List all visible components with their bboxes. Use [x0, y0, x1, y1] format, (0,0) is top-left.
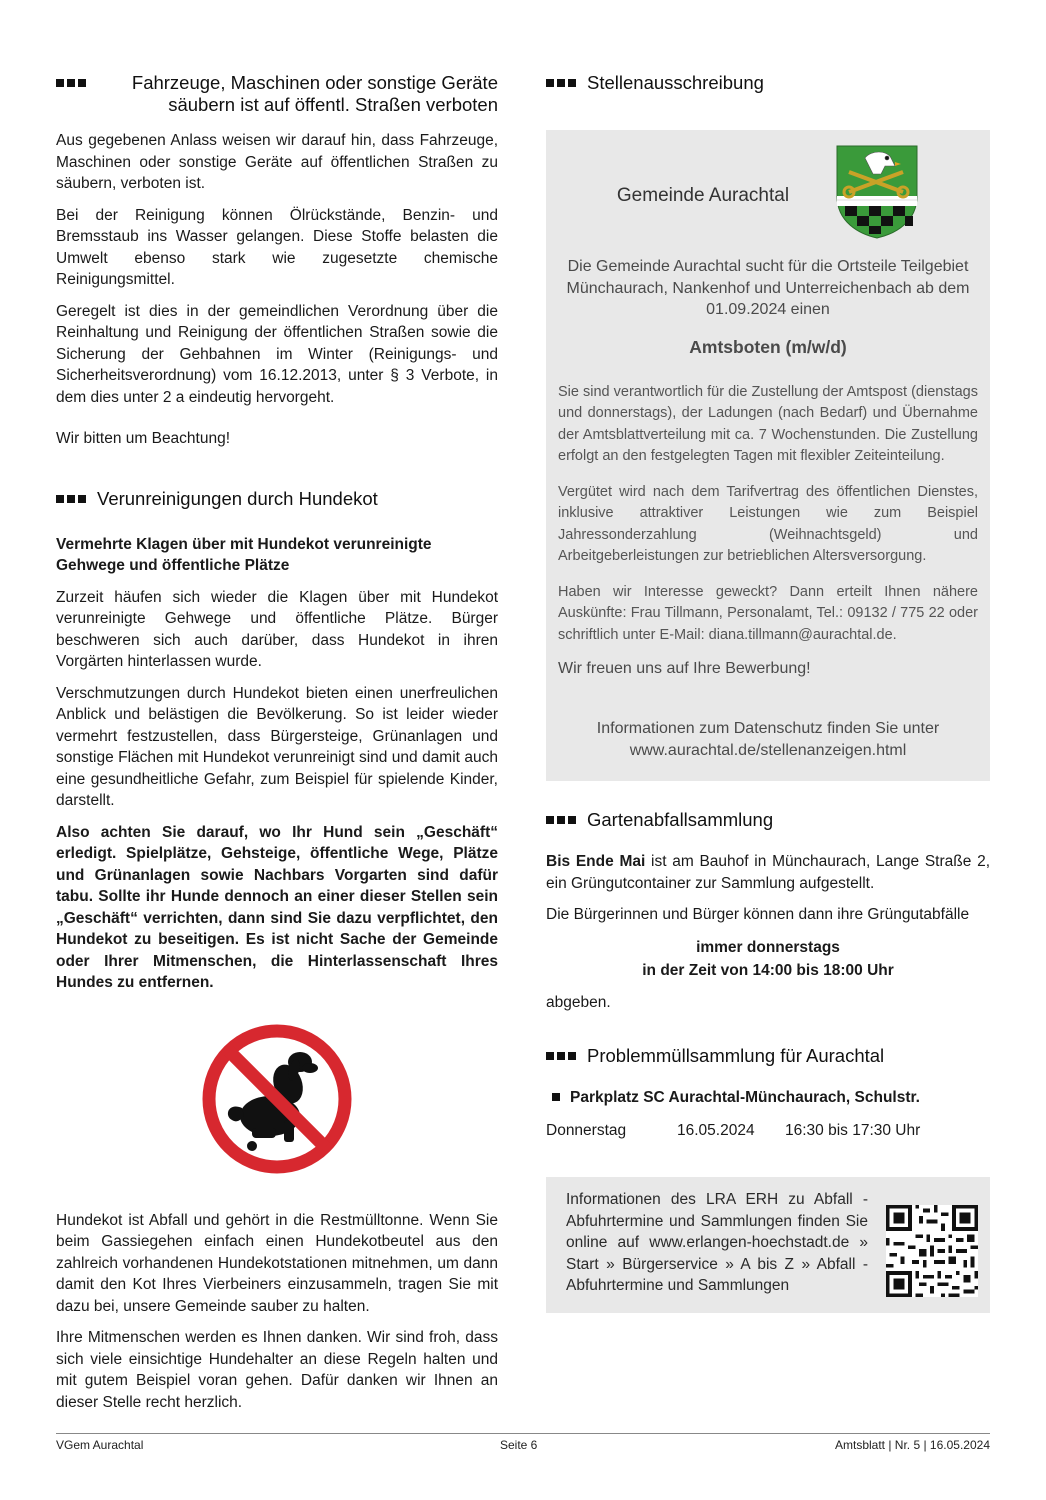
job-paragraph: Vergütet wird nach dem Tarifvertrag des öffentlichen Dienstes, inklusive attraktiver Leistungen wie zum Beispiel Jahressonderzahlung (Weihnachtsgeld) und Arbeitgeberleistungen zur betrieblichen Altersversorgung.	[558, 483, 978, 564]
section-heading	[56, 72, 498, 116]
right-column	[546, 72, 990, 1313]
heading-squares-icon	[546, 79, 576, 87]
qr-code-icon	[886, 1205, 978, 1297]
paragraph: Aus gegebenen Anlass weisen wir darauf hin, dass Fahrzeuge, Maschinen oder sonstige Geräte auf öffentlichen Straßen zu säubern, verboten ist.	[56, 132, 498, 192]
location-text: Parkplatz SC Aurachtal-Münchaurach, Schulstr.	[570, 1089, 920, 1106]
heading-text: Problemmüllsammlung für Aurachtal	[587, 1045, 885, 1066]
heading-text: Gartenabfallsammlung	[587, 809, 774, 830]
paragraph: Ihre Mitmenschen werden es Ihnen danken. Wir sind froh, dass sich viele einsichtige Hundehalter an diese Regeln halten und mit gutem Beispiel voran gehen. Dafür danken wir Ihnen an dieser Stelle recht herzlich.	[56, 1329, 498, 1411]
collection-date: 16.05.2024	[677, 1122, 755, 1139]
paragraph: abgeben.	[546, 993, 611, 1011]
job-intro: Die Gemeinde Aurachtal sucht für die Ortsteile Teilgebiet Münchaurach, Nankenhof und Unterreichenbach ab dem 01.09.2024 einen	[566, 258, 970, 318]
collection-day: immer donnerstags	[696, 938, 840, 956]
heading-squares-icon	[56, 79, 86, 87]
job-ad-box	[546, 130, 990, 781]
heading-text: Fahrzeuge, Maschinen oder sonstige Geräte säubern ist auf öffentl. Straßen verboten	[131, 72, 498, 115]
paragraph-rest: ist am Bauhof in Münchaurach, Lange Straße 2, ein Grüngutcontainer zur Sammlung aufgestellt.	[546, 853, 990, 892]
footer-page-number: Seite 6	[500, 1438, 538, 1452]
coat-of-arms-icon	[835, 144, 919, 240]
section-heading	[56, 488, 498, 510]
collection-location	[552, 1087, 990, 1108]
collection-hours: 16:30 bis 17:30 Uhr	[785, 1122, 921, 1139]
heading-text: Stellenausschreibung	[587, 72, 764, 93]
footer-right: Amtsblatt | Nr. 5 | 16.05.2024	[835, 1438, 990, 1452]
heading-squares-icon	[546, 1052, 576, 1060]
section-heading	[546, 72, 990, 94]
paragraph: Wir bitten um Beachtung!	[56, 430, 231, 447]
bold-lead: Bis Ende Mai	[546, 853, 646, 870]
paragraph: Verschmutzungen durch Hundekot bieten einen unerfreulichen Anblick und belästigen die Bevölkerung. So ist leider wieder vermehrt festzustellen, dass Bürgersteige, Grünanlagen und sonstige Flächen mit Hundekot verunreinigt sind und damit auch eine gesundheitliche Gefahr, zum Beispiel für spielende Kinder, darstellt.	[56, 684, 498, 809]
privacy-note: Informationen zum Datenschutz finden Sie unter www.aurachtal.de/stellenanzeigen.html	[596, 720, 940, 759]
footer-left: VGem Aurachtal	[56, 1438, 144, 1452]
section-heading	[546, 809, 990, 831]
paragraph: Zurzeit häufen sich wieder die Klagen über mit Hundekot verunreinigte Gehwege und öffentliche Plätze. Bürger beschweren sich auch darüber, dass Hundekot in ihren Vorgärten hinterlassen wurde.	[56, 588, 498, 670]
job-closing: Wir freuen uns auf Ihre Bewerbung!	[558, 660, 811, 677]
heading-squares-icon	[56, 495, 86, 503]
job-paragraph: Haben wir Interesse geweckt? Dann erteilt Ihnen nähere Auskünfte: Frau Tillmann, Personalamt, Tel.: 09132 / 775 22 oder schriftlich unter E-Mail: diana.tillmann@aurachtal.de.	[558, 583, 978, 643]
paragraph	[546, 851, 990, 894]
collection-time: in der Zeit von 14:00 bis 18:00 Uhr	[642, 961, 894, 979]
paragraph: Die Bürgerinnen und Bürger können dann ihre Grüngutabfälle	[546, 906, 970, 923]
heading-text: Verunreinigungen durch Hundekot	[97, 487, 378, 509]
heading-squares-icon	[546, 816, 576, 824]
left-column	[56, 72, 498, 1423]
paragraph: Geregelt ist dies in der gemeindlichen Verordnung über die Reinhaltung und Reinigung der öffentlichen Straßen sowie die Sicherung der Gehbahnen im Winter (Reinigungs- und Sicherheitsverordnung) vom 16.12.2013, unter § 3 Verbote, in dem dies unter 2 a eindeutig hervorgeht.	[56, 302, 498, 406]
job-ad-header	[558, 144, 978, 240]
municipality-name: Gemeinde Aurachtal	[616, 185, 790, 206]
paragraph-bold: Also achten Sie darauf, wo Ihr Hund sein „Geschäft“ erledigt. Spielplätze, Gehsteige, öffentliche Wege, Plätze und Grünanlagen sowie Nachbars Vorgarten sind dafür tabu. Sollte ihr Hunde dennoch an einer dieser Stellen sein „Geschäft“ verrichten, dann sind Sie dazu verpflichtet, den Hundekot zu beseitigen. Es ist nicht Sache der Gemeinde oder Ihrer Mitmenschen, die Hinterlassenschaft Ihres Hundes zu entfernen.	[56, 823, 498, 991]
collection-date-row	[546, 1120, 990, 1141]
paragraph: Bei der Reinigung können Ölrückstände, Benzin- und Bremsstaub ins Wasser gelangen. Diese Stoffe belasten die Umwelt ebenso stark wie zugesetzte chemische Reinigungsmittel.	[56, 206, 498, 288]
waste-info-box	[546, 1177, 990, 1313]
footer-divider	[56, 1433, 990, 1434]
job-position-title: Amtsboten (m/w/d)	[689, 336, 847, 357]
job-paragraph: Sie sind verantwortlich für die Zustellung der Amtspost (dienstags und donnerstags), der Ladungen (nach Bedarf) und Übernahme der Amtsblattverteilung mit ca. 7 Wochenstunden. Die Zustellung erfolgt an den festgelegten Tagen mit flexibler Zeiteinteilung.	[558, 383, 978, 464]
no-dog-fouling-sign-icon	[202, 1024, 352, 1174]
subheading: Vermehrte Klagen über mit Hundekot verunreinigte Gehwege und öffentliche Plätze	[56, 535, 432, 574]
bullet-square-icon	[552, 1093, 560, 1101]
section-heading	[546, 1045, 990, 1067]
waste-info-text: Informationen des LRA ERH zu Abfall - Abfuhrtermine und Sammlungen finden Sie online auf www.erlangen-hoechstadt.de » Start » Bürgerservice » A bis Z » Abfall - Abfuhrtermine und Sammlungen	[566, 1191, 868, 1294]
collection-weekday: Donnerstag	[546, 1122, 627, 1139]
paragraph: Hundekot ist Abfall und gehört in die Restmülltonne. Wenn Sie beim Gassiegehen einfach einen Hundekotbeutel aus den zahlreich vorhandenen Hundekotstationen mitnehmen, um dann damit den Kot Ihres Vierbeiners einzusammeln, tragen Sie mit dazu bei, unsere Gemeinde sauber zu halten.	[56, 1211, 498, 1315]
